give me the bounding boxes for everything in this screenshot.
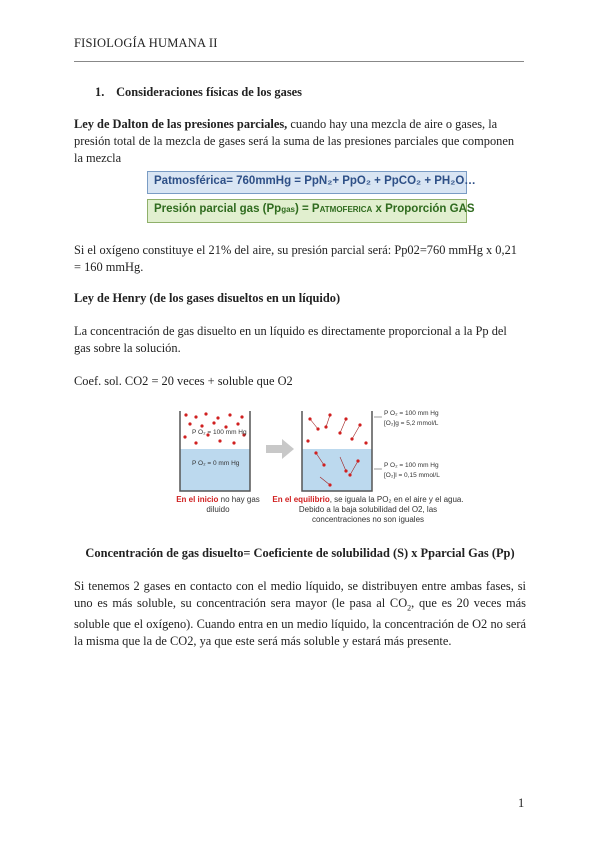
closing-paragraph xyxy=(74,578,526,650)
right-bottom-label-1: P O₂ = 100 mm Hg xyxy=(384,462,439,469)
dalton-text: cuando hay una mezcla de aire o gases, la presión total de la mezcla de gases será la suma de las presiones parciales que componen la mezcla xyxy=(74,117,515,165)
section-number: 1. xyxy=(95,85,105,99)
closing-text-1: Si tenemos 2 gases en contacto con el medio líquido, se distribuyen entre ambas fases, si uno es más soluble, su concentración sera mayor (le pasa al CO xyxy=(74,579,526,610)
section-heading xyxy=(95,85,302,100)
right-bottom-label-2: [O₂]l = 0,15 mmol/L xyxy=(384,472,440,479)
partial-pressure-formula xyxy=(147,199,475,223)
closing-text-2: , que es 20 veces más soluble que el oxígeno). Cuando entra en un medio líquido, la concentración de O2 no será la misma que la de CO2, ya que este será más soluble y estará más presente. xyxy=(74,596,526,649)
page-number: 1 xyxy=(518,796,525,810)
beakers-diagram xyxy=(170,405,470,501)
arrow-icon xyxy=(266,439,294,459)
right-top-label-2: [O₂]g = 5,2 mmol/L xyxy=(384,420,439,427)
f2-part3: x Proporción GAS xyxy=(372,203,475,215)
concentration-formula: Concentración de gas disuelto= Coeficiente de solubilidad (S) x Pparcial Gas (Pp) xyxy=(85,546,515,560)
left-water xyxy=(180,449,250,491)
caption-right-text: , se iguala la PO₂ en el aire y el agua. Debido a la baja solubilidad del O2, las concentraciones no son iguales xyxy=(298,495,464,524)
section-title: Consideraciones físicas de los gases xyxy=(116,85,302,99)
dalton-paragraph xyxy=(74,116,526,167)
henry-figure xyxy=(170,405,470,525)
henry-title: Ley de Henry (de los gases disueltos en un líquido) xyxy=(74,291,341,305)
right-top-label-1: P O₂ = 100 mm Hg xyxy=(384,410,439,417)
caption-right-highlight: En el equilibrio xyxy=(272,495,330,504)
caption-left-highlight: En el inicio xyxy=(176,495,219,504)
figure-caption-left xyxy=(170,495,266,515)
caption-left-text: no hay gas diluido xyxy=(206,495,260,514)
closing-subscript: 2 xyxy=(407,603,412,613)
oxygen-example: Si el oxígeno constituye el 21% del aire, su presión parcial será: Pp02=760 mmHg x 0,21 = 160 mmHg. xyxy=(74,243,517,274)
f2-part1: Presión parcial gas (Pp xyxy=(154,203,282,215)
henry-text: La concentración de gas disuelto en un líquido es directamente proporcional a la Pp del gas sobre la solución. xyxy=(74,324,507,355)
f2-part2: ) = P xyxy=(294,203,320,215)
page-header: FISIOLOGÍA HUMANA II xyxy=(74,36,218,50)
atmospheric-pressure-formula: Patmosférica= 760mmHg = PpN₂+ PpO₂ + PpCO₂ + PH₂O… xyxy=(147,171,467,194)
f2-sub1: gas xyxy=(281,205,295,214)
dalton-title: Ley de Dalton de las presiones parciales, xyxy=(74,117,288,131)
header-divider xyxy=(74,61,524,62)
left-top-label: P O₂ = 100 mm Hg xyxy=(192,429,247,436)
figure-caption-right xyxy=(270,495,466,525)
left-bottom-label: P O₂ = 0 mm Hg xyxy=(192,460,240,467)
right-water xyxy=(302,449,372,491)
f2-sub2: ATMOFERICA xyxy=(319,205,373,214)
henry-coefficient: Coef. sol. CO2 = 20 veces + soluble que O2 xyxy=(74,374,293,388)
